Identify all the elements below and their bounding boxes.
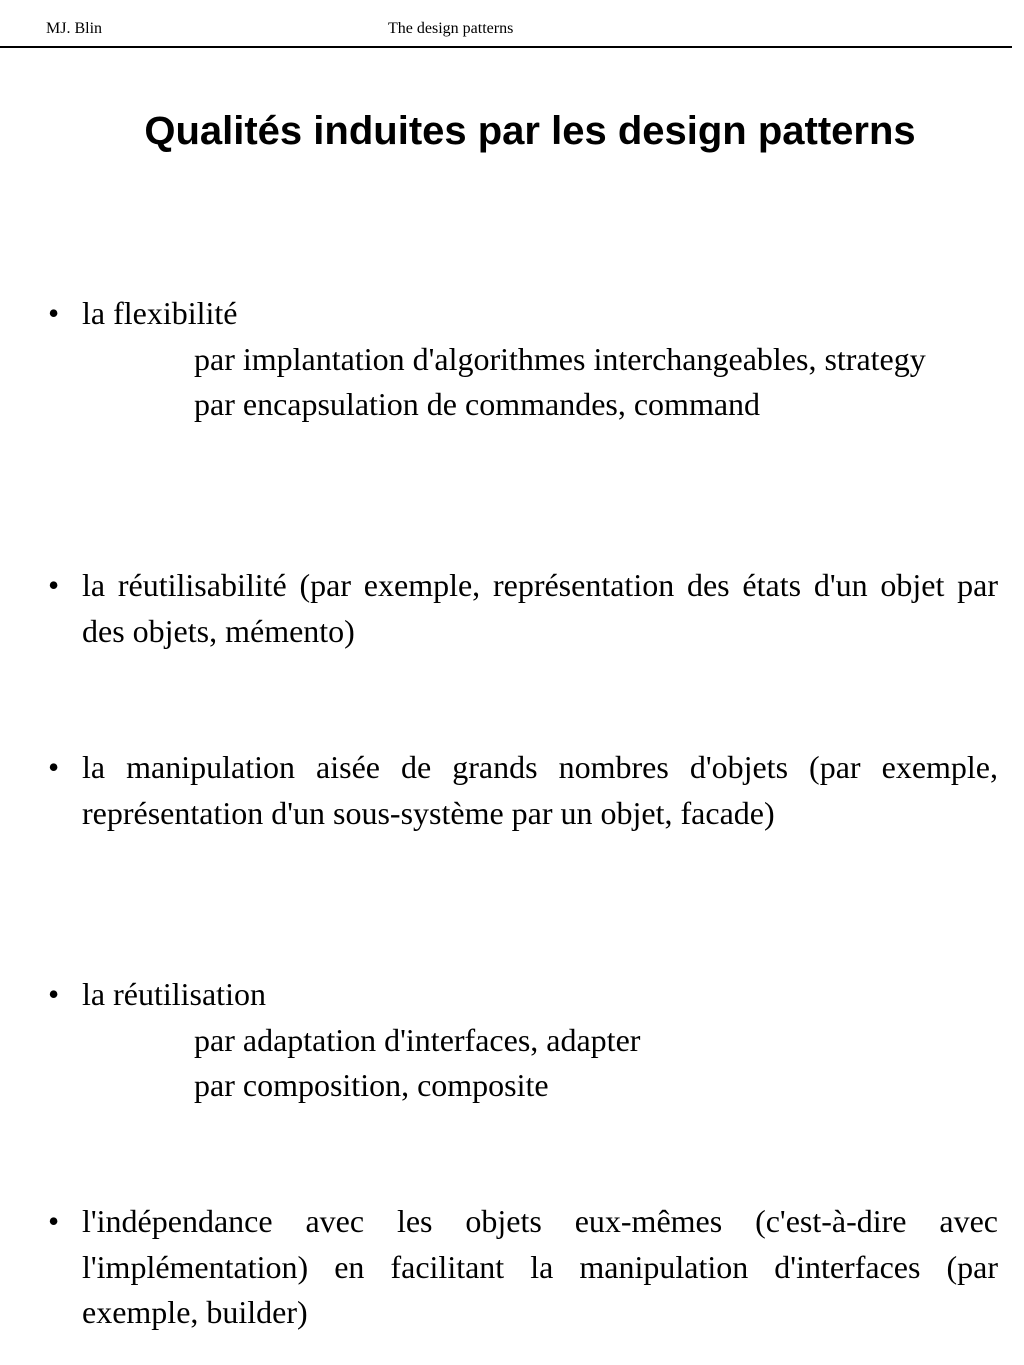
bullet-dot: • (48, 567, 60, 603)
bullet-dot: • (48, 976, 60, 1012)
sub-item-strategy: par implantation d'algorithmes interchangeables, strategy (194, 340, 926, 377)
bullet-text (82, 972, 998, 1109)
sub-item-adapter: par adaptation d'interfaces, adapter (194, 1021, 641, 1058)
bullet-text: l'indépendance avec les objets eux-mêmes (c'est-à-dire avec l'implémentation) en facilitant la manipulation d'interfaces (par exemple, builder) (82, 1203, 998, 1330)
sub-item-composite: par composition, composite (194, 1067, 549, 1103)
page-title: Qualités induites par les design patterns (144, 108, 916, 153)
bullet-dot: • (48, 295, 60, 331)
bullet-label: la flexibilité (82, 295, 238, 331)
bullet-text (82, 291, 998, 428)
bullet-dot: • (48, 749, 60, 785)
header-author: MJ. Blin (46, 20, 103, 37)
sub-item-command: par encapsulation de commandes, command (194, 386, 761, 422)
bullet-label: la réutilisation (82, 976, 266, 1012)
page-header (0, 0, 1012, 48)
header-title: The design patterns (388, 20, 514, 37)
bullet-text: la manipulation aisée de grands nombres d'objets (par exemple, représentation d'un sous-système par un objet, facade) (82, 749, 998, 831)
bullet-text: la réutilisabilité (par exemple, représentation des états d'un objet par des objets, mémento) (82, 567, 998, 649)
bullet-dot: • (48, 1203, 60, 1239)
